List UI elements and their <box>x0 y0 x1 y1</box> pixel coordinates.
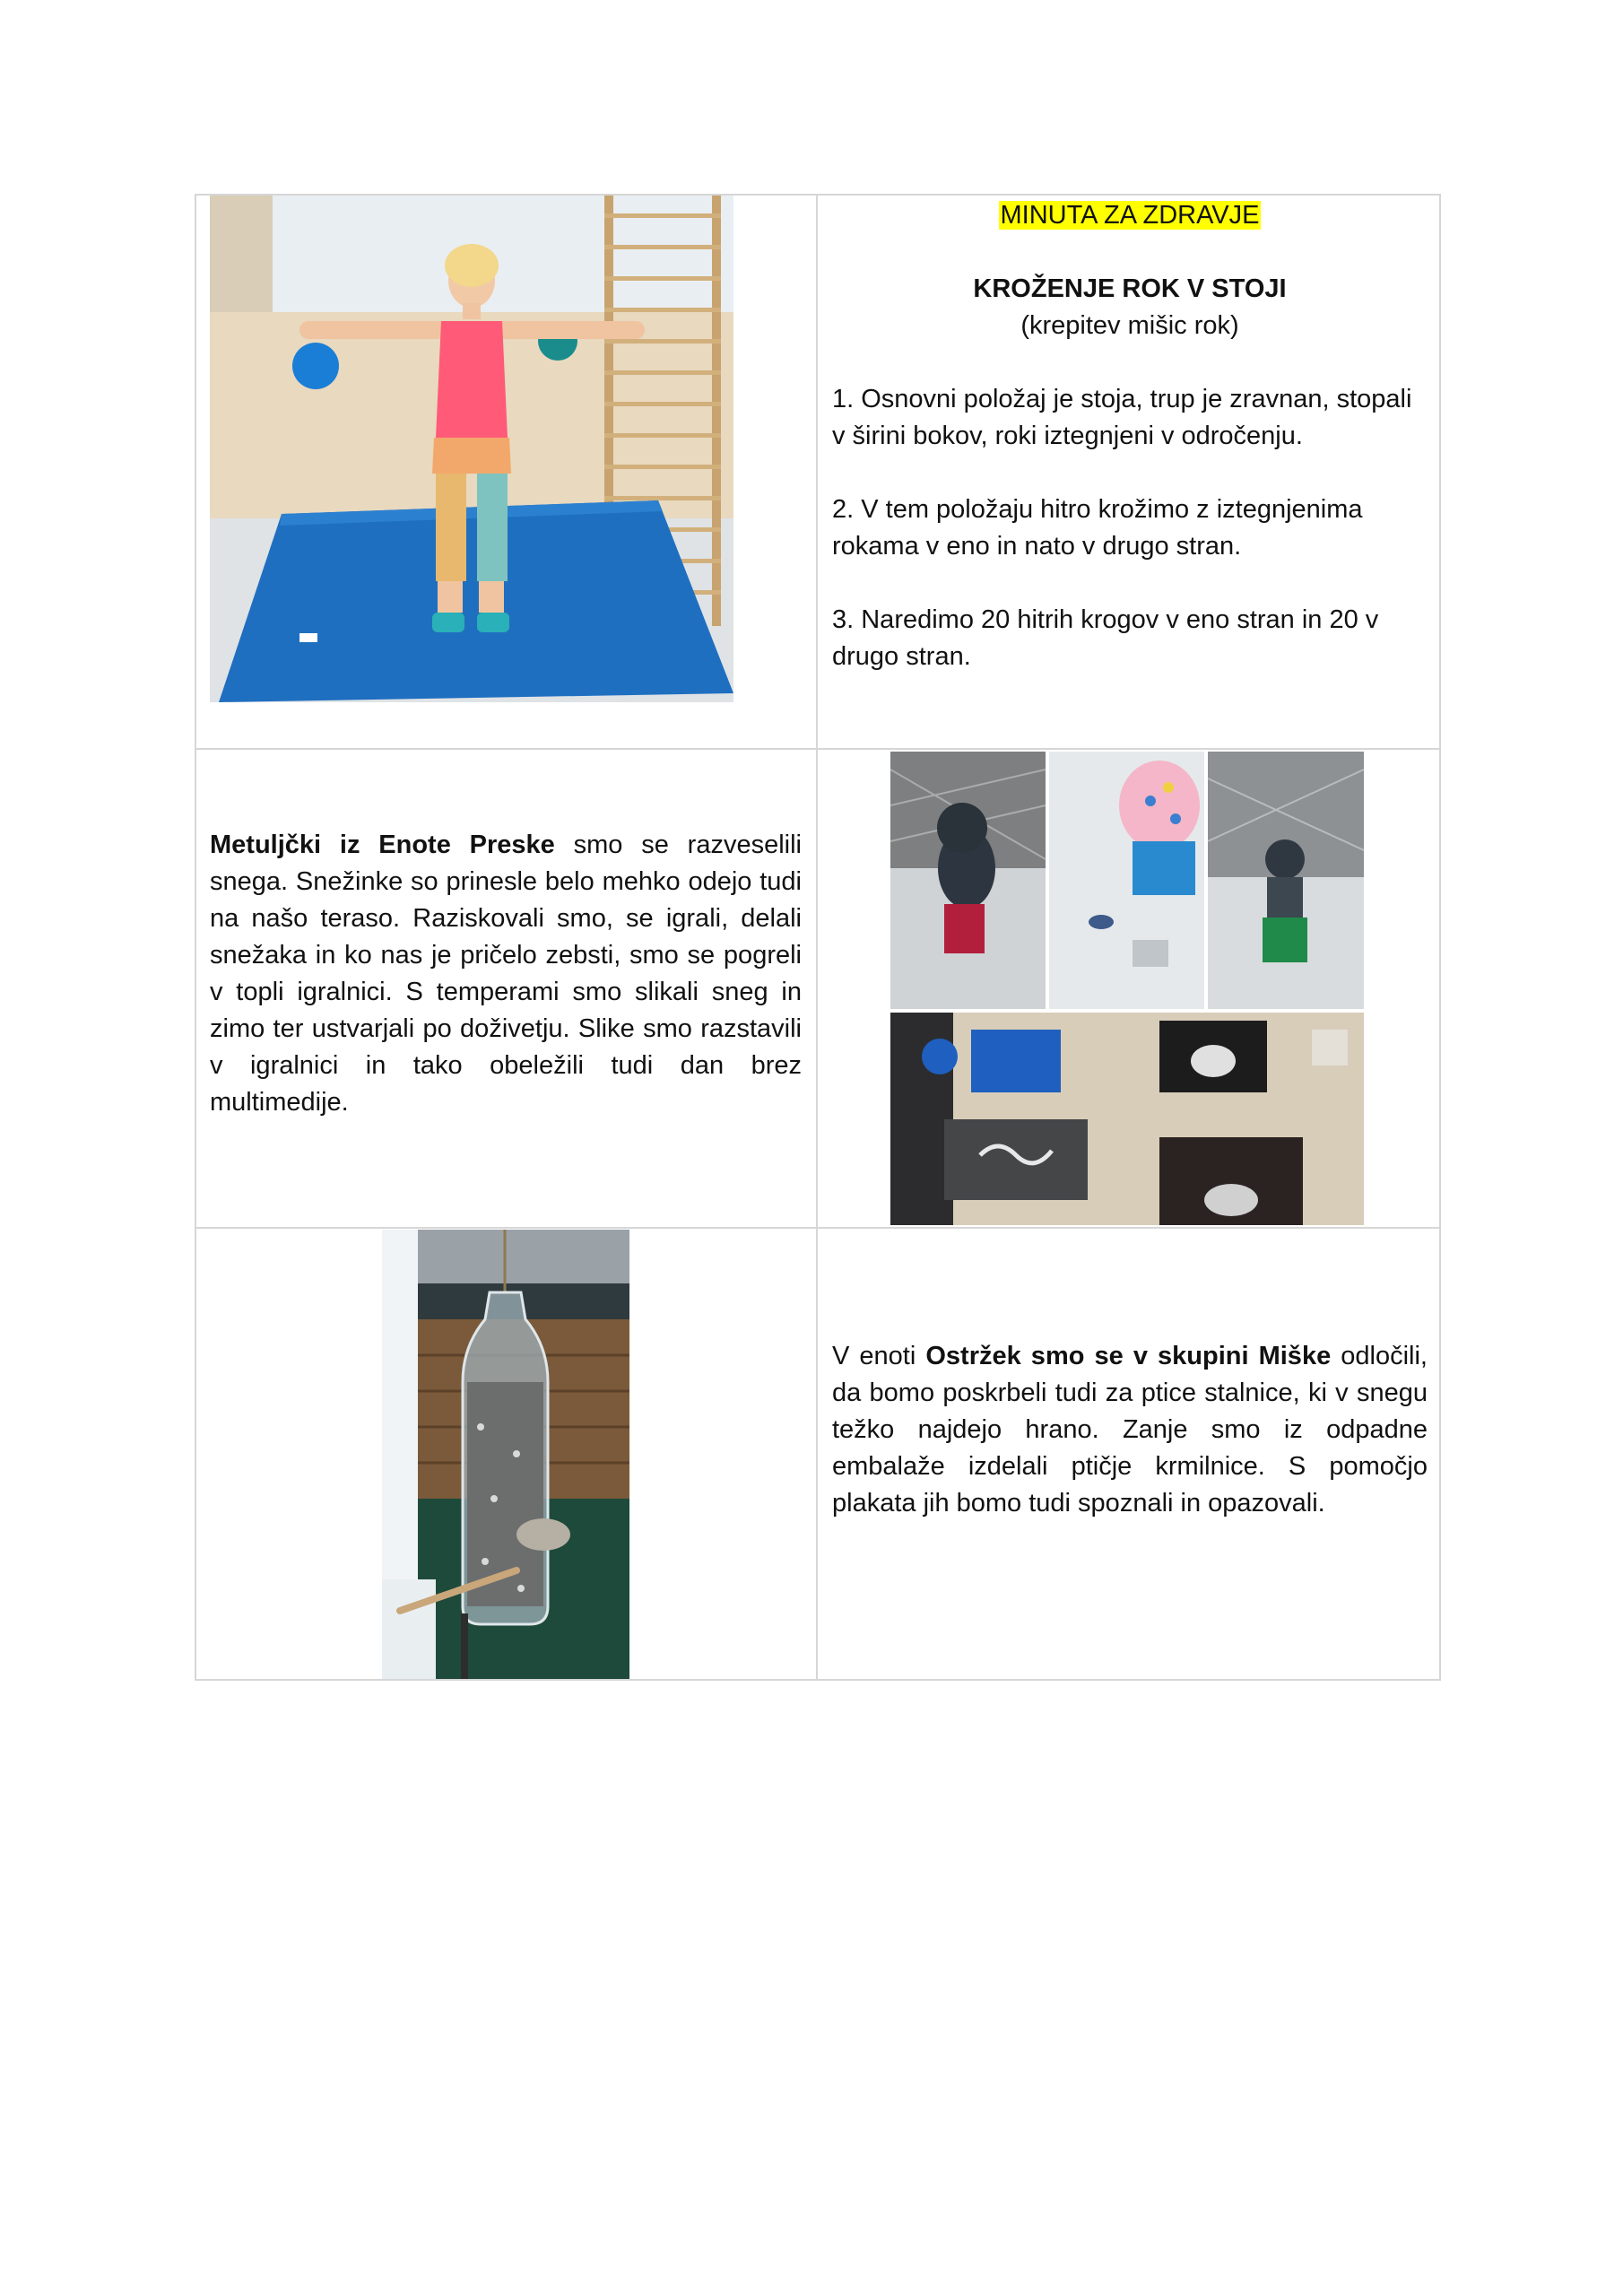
bird-feeder-group: Ostržek smo se v skupini Miške <box>925 1342 1332 1370</box>
group-name: Metuljčki iz Enote Preske <box>210 831 555 859</box>
exercise-title: KROŽENJE ROK V STOJI <box>973 274 1287 303</box>
exercise-description <box>832 197 1428 675</box>
snow-activity-text: smo se razveselili snega. Snežinke so prinesle belo mehko odejo tudi na našo teraso. Raziskovali smo, se igrali, delali snežaka in ko nas je pričelo zebsti, smo se pogreli v topli igralnici. S temperami smo slikali sneg in zimo ter ustvarjali po doživetju. Slike smo razstavili v igralnici in tako obeležili tudi dan brez multimedije. <box>210 831 803 1117</box>
bird-feeder-photo <box>382 1230 629 1679</box>
table-border-row1 <box>195 748 1441 750</box>
snow-activity-paragraph <box>210 827 802 1121</box>
table-border-middle <box>816 194 818 1681</box>
exercise-step-2: 2. V tem položaju hitro krožimo z iztegnjenima rokama v eno in nato v drugo stran. <box>832 495 1363 561</box>
table-border-right <box>1439 194 1441 1681</box>
table-border-left <box>195 194 196 1681</box>
exercise-photo <box>210 196 733 702</box>
table-border-bottom <box>195 1679 1441 1681</box>
bird-feeder-text: odločili, da bomo poskrbeli tudi za ptice stalnice, ki v snegu težko najdejo hrano. Zanje smo iz odpadne embalaže izdelali ptičje krmilnice. S pomočjo plakata jih bomo tudi spoznali in opazovali. <box>832 1342 1428 1518</box>
exercise-step-3: 3. Naredimo 20 hitrih krogov v eno stran in 20 v drugo stran. <box>832 605 1379 671</box>
snow-photo-collage <box>890 752 1364 1225</box>
bird-feeder-paragraph <box>832 1338 1428 1522</box>
section-banner: MINUTA ZA ZDRAVJE <box>1000 201 1260 230</box>
content-table <box>195 194 1441 1681</box>
exercise-subtitle: (krepitev mišic rok) <box>1020 311 1239 340</box>
exercise-step-1: 1. Osnovni položaj je stoja, trup je zravnan, stopali v širini bokov, roki iztegnjeni v odročenju. <box>832 385 1412 450</box>
bird-feeder-pre: V enoti <box>832 1342 926 1370</box>
table-border-row2 <box>195 1227 1441 1229</box>
